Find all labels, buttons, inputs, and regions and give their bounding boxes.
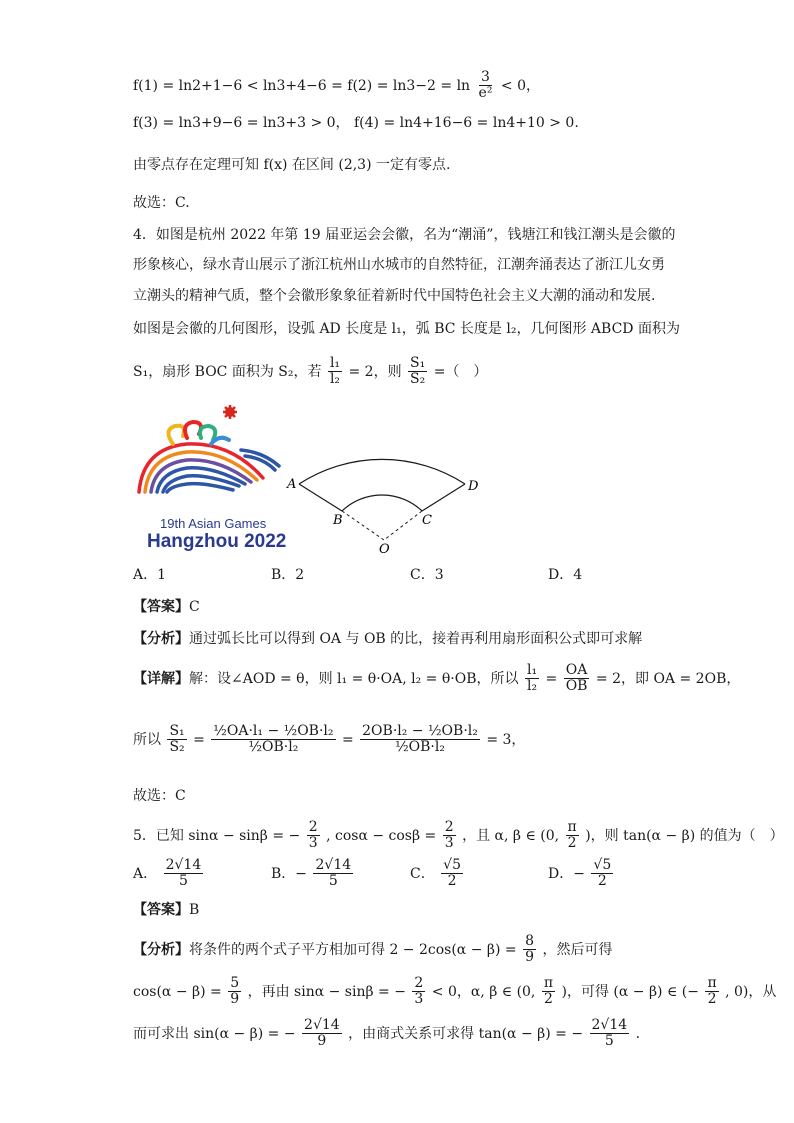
q5-option-b: B．− $\frac{2√14}{5}$	[271, 857, 352, 890]
q5-answer: 【答案】B	[133, 902, 200, 918]
fraction: $\frac{\pi}{2}$	[707, 975, 717, 1008]
logo-line-1: 19th Asian Games	[160, 516, 267, 531]
fraction: $\frac{\pi}{2}$	[543, 975, 554, 1008]
label-o: O	[379, 542, 390, 557]
logo-line-2: Hangzhou 2022	[147, 531, 287, 552]
q5-stem: 5．已知 sinα − sinβ = − $\frac{2}{3}$ , cosα − cosβ = $\frac{2}{3}$ ，且 α, β ∈ (0, $\frac{\pi}{2}$ )，则 tan(α − β) 的值为（ ）	[133, 819, 784, 852]
fraction: $\frac{\pi}{2}$	[567, 819, 577, 852]
q5-analysis-line-3: 而可求出 sin(α − β) = − $\frac{2√14}{9}$ ，由商式关系可求得 tan(α − β) = − $\frac{2√14}{5}$ .	[133, 1017, 641, 1050]
fraction: $\frac{8}{9}$	[525, 933, 535, 966]
choose-line: 故选：C.	[133, 195, 190, 211]
label-d: D	[468, 479, 479, 494]
fraction: $\frac{\text{l₁}}{\text{l₂}}$	[329, 355, 341, 388]
q4-line-3: 立潮头的精神气质，整个会徽形象象征着新时代中国特色社会主义大潮的涌动和发展.	[133, 288, 656, 304]
fraction: $\frac{2√14}{9}$	[304, 1017, 340, 1050]
asian-games-logo	[133, 400, 293, 552]
q4-line-4: 如图是会徽的几何图形，设弧 AD 长度是 l₁，弧 BC 长度是 l₂，几何图形 ABCD 面积为	[133, 321, 680, 337]
sector-figure	[285, 400, 485, 560]
fraction: $\frac{3}{\text{e²}}$	[478, 69, 493, 102]
q4-detail-line-1: 【详解】解：设∠AOD = θ，则 l₁ = θ·OA, l₂ = θ·OB，所以 $\frac{\text{l₁}}{\text{l₂}}$ = $\frac{OA}{OB}$ = 2，即 OA = 2OB，	[133, 662, 741, 695]
fraction: $\frac{2}{3}$	[308, 819, 318, 852]
eq-line-1: f(1) = ln2+1−6 < ln3+4−6 = f(2) = ln3−2 = ln $\frac{3}{\text{e²}}$ < 0，	[133, 69, 540, 102]
fraction: $\frac{2√14}{5}$	[315, 857, 352, 890]
q5-analysis-line-1: 【分析】将条件的两个式子平方相加可得 2 − 2cos(α − β) = $\frac{8}{9}$ ，然后可得	[133, 933, 613, 966]
q4-option-a: A．1	[133, 567, 167, 583]
eq-text: f(1) = ln2+1−6 < ln3+4−6 = f(2) = ln3−2 = ln	[133, 77, 471, 94]
q4-choose: 故选：C	[133, 788, 186, 804]
fraction: $\frac{\text{½OA·l₁ − ½OB·l₂}}{\text{½OB·l₂}}$	[213, 723, 334, 756]
q4-line-1: 4．如图是杭州 2022 年第 19 届亚运会会徽，名为“潮涌”，钱塘江和钱江潮头是会徽的	[133, 227, 676, 243]
fraction: $\frac{2}{3}$	[414, 975, 424, 1008]
q5-analysis-line-2: cos(α − β) = $\frac{5}{9}$ ，再由 sinα − sinβ = − $\frac{2}{3}$ < 0，α, β ∈ (0, $\frac{\pi}{2}$ )，可得 (α − β) ∈ (− $\frac{\pi}{2}$ , 0)，从	[133, 975, 777, 1008]
chaoyong-emblem	[133, 400, 293, 510]
fraction: $\frac{\text{S₁}}{\text{S₂}}$	[169, 723, 185, 756]
q4-option-c: C．3	[410, 567, 444, 583]
fraction: $\frac{√5}{2}$	[593, 857, 612, 890]
q4-answer: 【答案】C	[133, 599, 200, 615]
fraction: $\frac{\text{2OB·l₂ − ½OB·l₂}}{\text{½OB·l₂}}$	[362, 723, 478, 756]
conclusion-line: 由零点存在定理可知 f(x) 在区间 (2,3) 一定有零点.	[133, 157, 451, 173]
fraction: $\frac{2}{3}$	[444, 819, 454, 852]
fraction: $\frac{\text{l₁}}{\text{l₂}}$	[526, 662, 538, 695]
fraction: $\frac{2√14}{5}$	[165, 857, 202, 890]
q4-line-2: 形象核心，绿水青山展示了浙江杭州山水城市的自然特征，江潮奔涌表达了浙江儿女勇	[133, 257, 665, 273]
label-a: A	[287, 477, 297, 492]
q4-option-d: D．4	[548, 567, 583, 583]
label-c: C	[422, 513, 432, 528]
q4-analysis: 【分析】通过弧长比可以得到 OA 与 OB 的比，接着再利用扇形面积公式即可求解	[133, 631, 643, 647]
fraction: $\frac{OA}{OB}$	[565, 662, 588, 695]
q5-option-a: A． $\frac{2√14}{5}$	[133, 857, 202, 890]
label-b: B	[333, 513, 343, 528]
q4-line-5: S₁，扇形 BOC 面积为 S₂，若 $\frac{\text{l₁}}{\text{l₂}}$ = 2，则 $\frac{\text{S₁}}{\text{S₂}}$ =（ ）	[133, 355, 488, 388]
fraction: $\frac{5}{9}$	[230, 975, 240, 1008]
fraction: $\frac{2√14}{5}$	[591, 1017, 628, 1050]
q4-option-b: B．2	[271, 567, 305, 583]
fraction: $\frac{√5}{2}$	[443, 857, 461, 890]
eq-line-2: f(3) = ln3+9−6 = ln3+3 > 0， f(4) = ln4+16−6 = ln4+10 > 0.	[133, 115, 579, 131]
q4-detail-line-2: 所以 $\frac{\text{S₁}}{\text{S₂}}$ = $\frac{\text{½OA·l₁ − ½OB·l₂}}{\text{½OB·l₂}}$ = $\frac{\text{2OB·l₂ − ½OB·l₂}}{\text{½OB·l₂}}$ = 3，	[133, 723, 526, 756]
q5-option-c: C． $\frac{√5}{2}$	[410, 857, 461, 890]
fraction: $\frac{\text{S₁}}{\text{S₂}}$	[410, 355, 426, 388]
q5-option-d: D．− $\frac{√5}{2}$	[548, 857, 612, 890]
